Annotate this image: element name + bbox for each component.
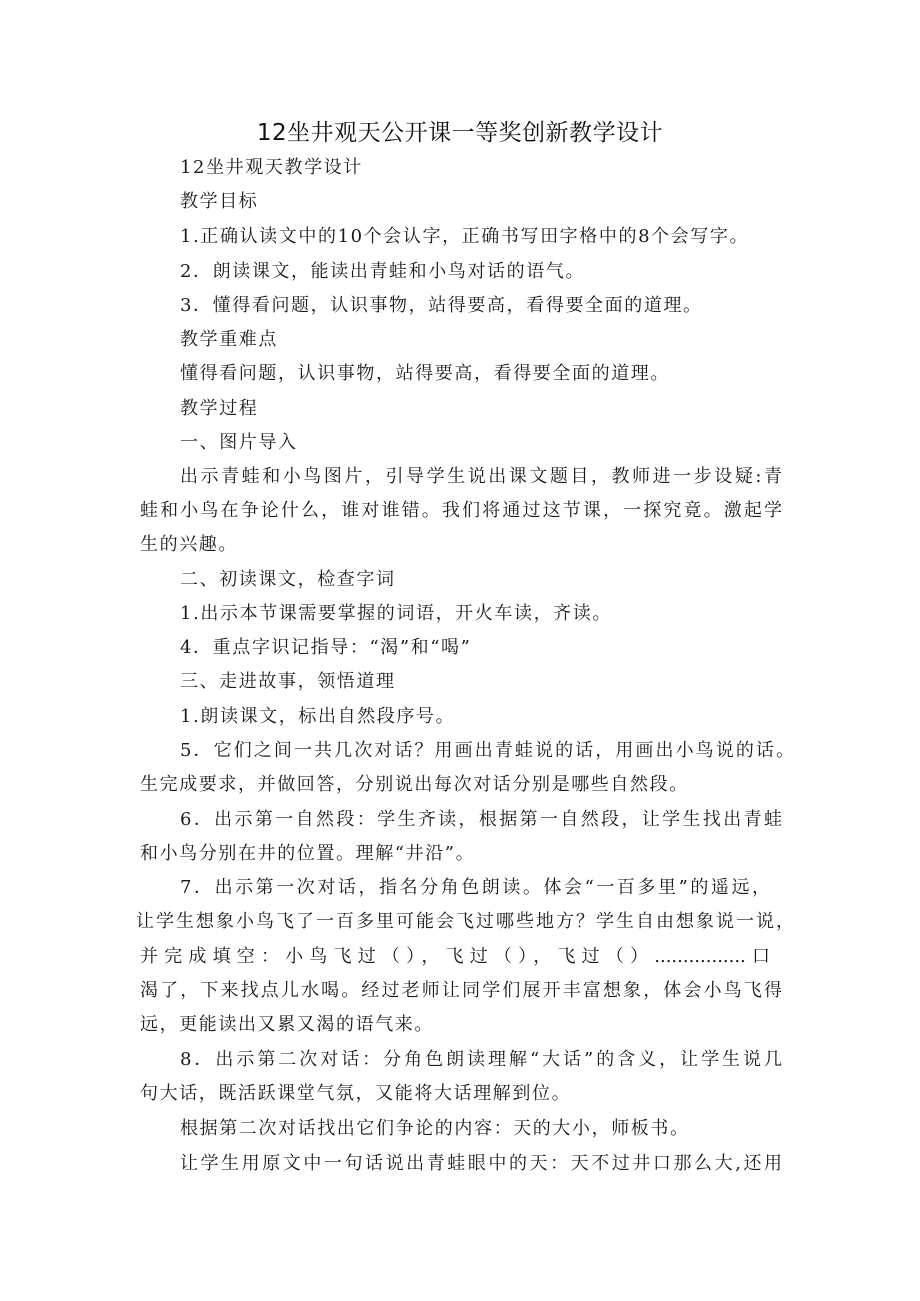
doc-line-step-3-8b: 句大话，既活跃课堂气氛，又能将大话理解到位。 [140,1083,572,1104]
doc-line-step-3-5b: 生完成要求，并做回答，分别说出每次对话分别是哪些自然段。 [140,774,689,795]
doc-line-step-3-7e: 远，更能读出又累又渴的语气来。 [140,1014,434,1035]
doc-line-para-1a: 出示青蛙和小鸟图片，引导学生说出课文题目，教师进一步设疑:青 [180,466,782,487]
doc-line-step-3-7a: 7．出示第一次对话，指名分角色朗读。体会“一百多里”的遥远， [180,877,770,898]
doc-line-section-2: 二、初读课文，检查字词 [180,569,396,590]
doc-line-step-3-6a: 6．出示第一自然段：学生齐读，根据第一自然段，让学生找出青蛙 [180,809,782,830]
doc-line-frog-sky: 让学生用原文中一句话说出青蛙眼中的天：天不过井口那么大,还用 [180,1153,782,1174]
doc-line-goal-1: 1.正确认读文中的10个会认字，正确书写田字格中的8个会写字。 [180,226,750,247]
doc-line-step-2-4: 4．重点字识记指导：“渴”和“喝” [180,637,472,658]
doc-line-subtitle: 12坐井观天教学设计 [180,157,363,178]
document-title: 12坐井观天公开课一等奖创新教学设计 [256,120,664,146]
doc-line-step-3-5a: 5．它们之间一共几次对话？用画出青蛙说的话，用画出小鸟说的话。 [180,740,794,761]
doc-line-key-points: 懂得看问题，认识事物，站得要高，看得要全面的道理。 [180,363,670,384]
doc-line-argument: 根据第二次对话找出它们争论的内容：天的大小，师板书。 [180,1118,690,1139]
doc-line-step-3-6b: 和小鸟分别在井的位置。理解“井沿”。 [140,843,476,864]
doc-line-step-3-1: 1.朗读课文，标出自然段序号。 [180,706,456,727]
doc-line-para-1c: 生的兴趣。 [140,534,238,555]
doc-line-step-3-7b: 让学生想象小鸟飞了一百多里可能会飞过哪些地方？学生自由想象说一说， [136,911,794,932]
doc-line-para-1b: 蛙和小鸟在争论什么，谁对谁错。我们将通过这节课，一探究竟。激起学 [140,500,782,521]
doc-line-section-1: 一、图片导入 [180,432,298,453]
doc-line-goal-2: 2．朗读课文，能读出青蛙和小鸟对话的语气。 [180,261,586,282]
doc-line-step-2-1: 1.出示本节课需要掌握的词语，开火车读，齐读。 [180,603,612,624]
doc-line-section-3: 三、走进故事，领悟道理 [180,671,396,692]
doc-line-step-3-8a: 8．出示第二次对话：分角色朗读理解“大话”的含义，让学生说几 [180,1049,782,1070]
doc-line-heading-goals: 教学目标 [180,191,259,212]
doc-line-step-3-7d: 渴了，下来找点儿水喝。经过老师让同学们展开丰富想象，体会小鸟飞得 [140,980,782,1001]
doc-line-heading-key-points: 教学重难点 [180,329,278,350]
doc-line-step-3-7c: 并完成填空：小鸟飞过（），飞过（），飞过（）................口 [140,946,770,967]
doc-line-goal-3: 3．懂得看问题，认识事物，站得要高，看得要全面的道理。 [180,295,703,316]
doc-line-heading-process: 教学过程 [180,398,259,419]
